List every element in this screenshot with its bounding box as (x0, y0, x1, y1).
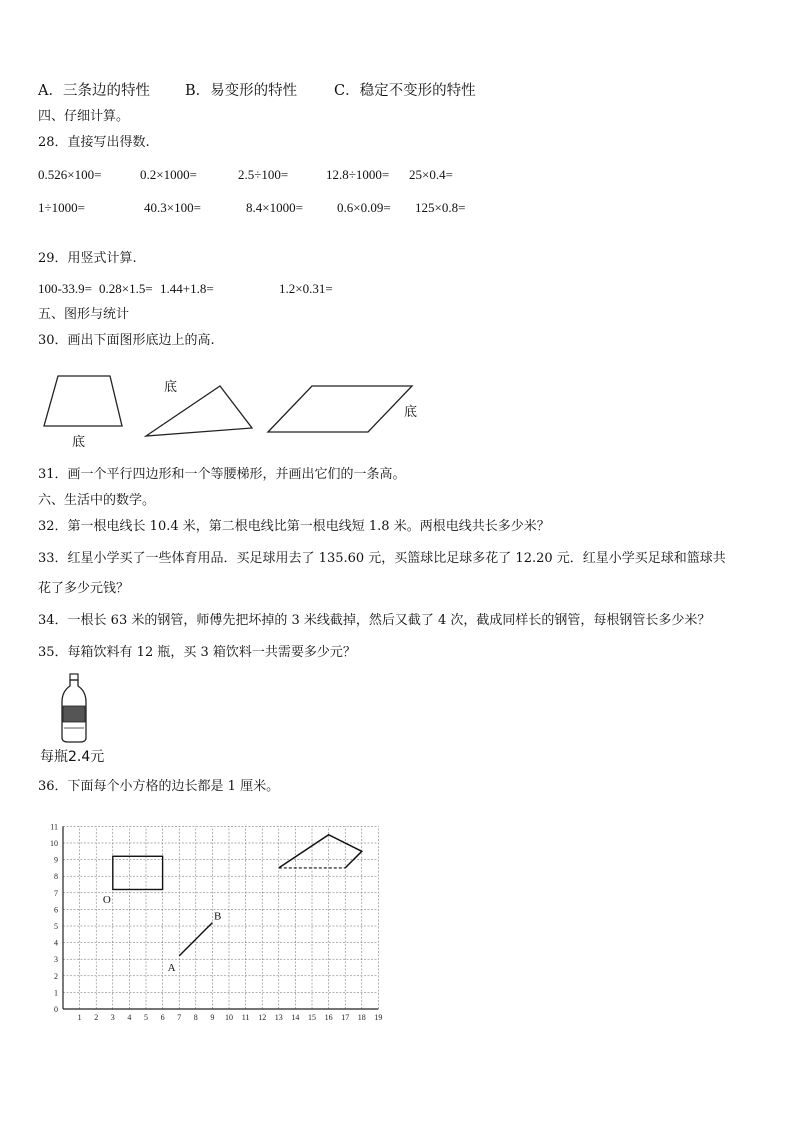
point-b-label: B (214, 910, 222, 923)
x-tick-label: 12 (258, 1013, 267, 1022)
q31-text: 31．画一个平行四边形和一个等腰梯形，并画出它们的一条高。 (38, 467, 406, 482)
x-tick-label: 11 (241, 1013, 250, 1022)
y-tick-label: 9 (54, 855, 58, 865)
q28-item: 0.6×0.09= (337, 200, 391, 215)
q29-item: 1.2×0.31= (279, 281, 333, 296)
q36-text: 36．下面每个小方格的边长都是 1 厘米。 (38, 779, 280, 794)
q28-item: 40.3×100= (144, 200, 201, 215)
q29-title: 29．用竖式计算. (38, 251, 137, 266)
q35-text: 35．每箱饮料有 12 瓶，买 3 箱饮料一共需要多少元？ (38, 645, 356, 660)
quadrilateral-solid-edges (279, 835, 362, 868)
x-tick-label: 18 (357, 1013, 366, 1022)
x-tick-label: 1 (77, 1013, 82, 1022)
q28-item: 0.2×1000= (140, 167, 197, 182)
q30-shapes (38, 368, 438, 458)
q28-item: 1÷1000= (38, 200, 85, 215)
x-tick-label: 7 (177, 1013, 182, 1022)
y-tick-label: 4 (54, 938, 58, 948)
x-tick-label: 17 (341, 1013, 350, 1022)
trapezoid-base-label: 底 (72, 435, 86, 450)
q29-item: 1.44+1.8= (160, 281, 214, 296)
x-tick-label: 2 (94, 1013, 99, 1022)
x-tick-label: 5 (144, 1013, 148, 1022)
y-tick-label: 7 (54, 888, 58, 898)
triangle-base-label: 底 (164, 380, 178, 395)
q28-item: 125×0.8= (415, 200, 466, 215)
q28-item: 8.4×1000= (246, 200, 303, 215)
q30-title: 30．画出下面图形底边上的高. (38, 333, 215, 348)
y-tick-label: 11 (50, 822, 58, 832)
option-b: B．易变形的特性 (185, 83, 298, 99)
section-6-heading: 六、生活中的数学。 (38, 493, 156, 508)
x-tick-label: 4 (127, 1013, 132, 1022)
y-tick-label: 5 (54, 922, 58, 931)
x-tick-label: 8 (193, 1013, 198, 1022)
x-tick-label: 14 (291, 1013, 300, 1022)
point-a-label: A (167, 961, 176, 974)
y-tick-label: 2 (54, 971, 58, 981)
x-tick-label: 16 (324, 1013, 333, 1022)
x-tick-label: 9 (210, 1013, 215, 1022)
section-5-heading: 五、图形与统计 (38, 307, 130, 322)
q28-title: 28．直接写出得数. (38, 135, 150, 150)
q32-text: 32．第一根电线长 10.4 米，第二根电线比第一根电线短 1.8 米。两根电线共长多少米？ (38, 519, 550, 534)
option-a: A．三条边的特性 (38, 83, 150, 99)
triangle-shape (146, 386, 252, 436)
q29-item: 0.28×1.5= (99, 281, 153, 296)
q28-item: 25×0.4= (409, 167, 453, 182)
section-4-heading: 四、仔细计算。 (38, 109, 130, 124)
q28-item: 12.8÷1000= (326, 167, 390, 182)
trapezoid-shape (44, 376, 122, 426)
option-c: C．稳定不变形的特性 (334, 83, 476, 99)
x-tick-label: 19 (374, 1013, 383, 1022)
x-tick-label: 10 (225, 1013, 233, 1022)
price-label: 每瓶2.4元 (40, 749, 105, 765)
rectangle-shape (113, 856, 163, 889)
y-tick-label: 0 (54, 1005, 58, 1014)
y-tick-label: 3 (54, 955, 58, 965)
coordinate-grid (30, 812, 400, 1022)
bottle-icon (58, 672, 98, 744)
q33-text-line2: 花了多少元钱？ (38, 581, 130, 596)
x-tick-label: 15 (308, 1013, 316, 1022)
parallelogram-shape (268, 386, 412, 432)
parallelogram-base-label: 底 (404, 405, 418, 420)
y-tick-label: 6 (54, 905, 58, 915)
q29-item: 100-33.9= (38, 281, 92, 296)
q28-item: 2.5÷100= (238, 167, 289, 182)
x-tick-label: 3 (110, 1013, 115, 1022)
x-tick-label: 6 (160, 1013, 165, 1022)
q34-text: 34．一根长 63 米的钢管，师傅先把坏掉的 3 米线截掉，然后又截了 4 次，截成同样长的钢管，每根钢管长多少米？ (38, 613, 711, 628)
q28-item: 0.526×100= (38, 167, 102, 182)
point-o-label: O (102, 893, 111, 906)
x-tick-label: 13 (274, 1013, 283, 1022)
y-tick-label: 10 (50, 839, 58, 848)
y-tick-label: 1 (54, 988, 58, 998)
y-tick-label: 8 (54, 872, 58, 882)
q33-text-line1: 33．红星小学买了一些体育用品．买足球用去了 135.60 元，买篮球比足球多花了 12.20 元．红星小学买足球和篮球共 (38, 551, 726, 566)
